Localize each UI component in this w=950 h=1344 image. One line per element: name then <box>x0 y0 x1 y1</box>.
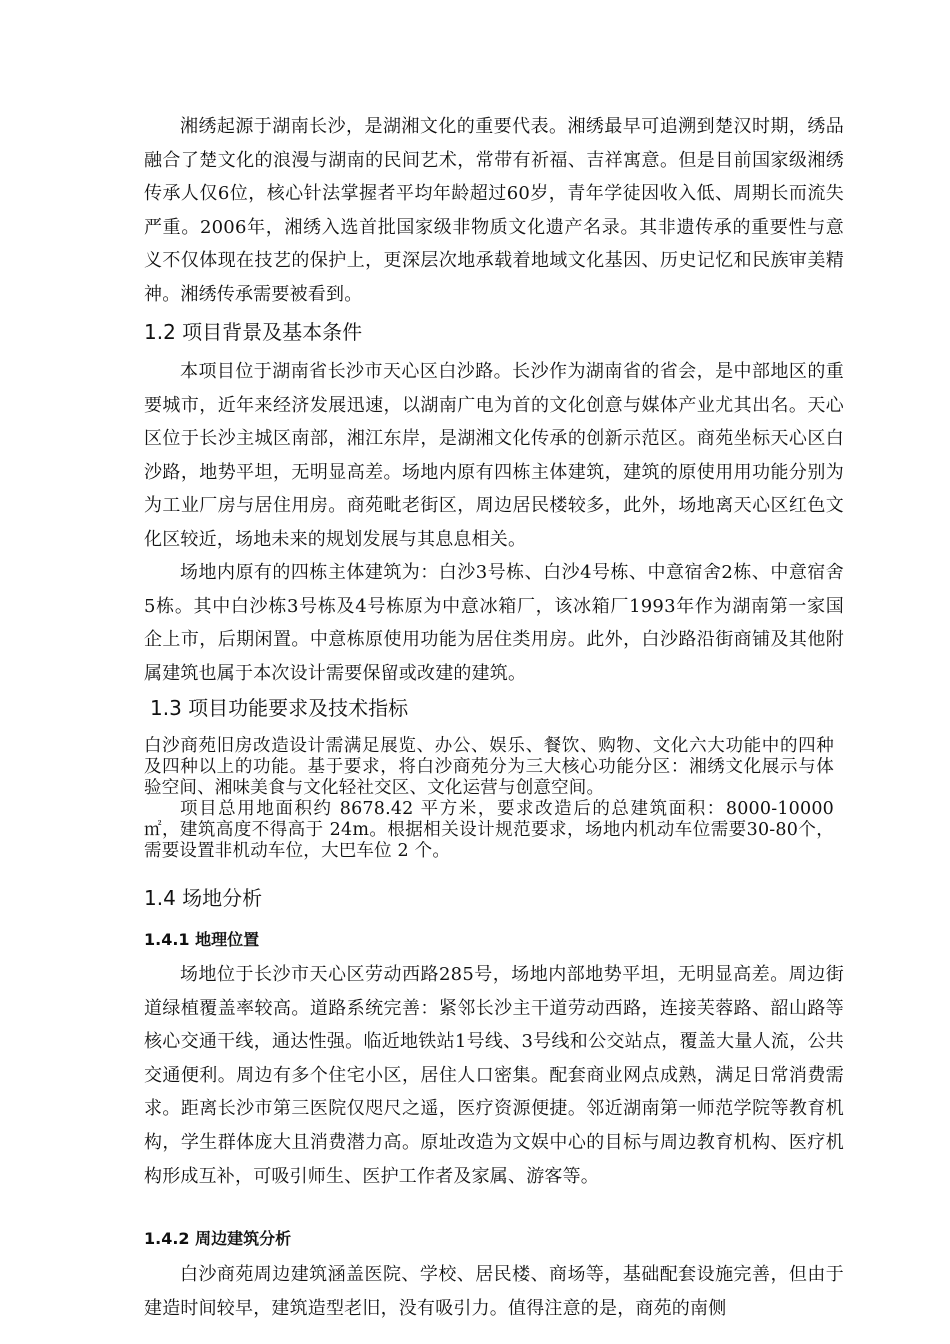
heading-1-2: 1.2 项目背景及基本条件 <box>144 320 363 344</box>
paragraph-surrounding-buildings: 白沙商苑周边建筑涵盖医院、学校、居民楼、商场等，基础配套设施完善，但由于建造时间较早，建筑造型老旧，没有吸引力。值得注意的是，商苑的南侧 <box>144 1264 844 1319</box>
paragraph-function-requirements: 白沙商苑旧房改造设计需满足展览、办公、娱乐、餐饮、购物、文化六大功能中的四种及四种以上的功能。基于要求，将白沙商苑分为三大核心功能分区：湘绣文化展示与体验空间、湘味美食与文化轻社交区、文化运营与创意空间。 <box>144 736 834 798</box>
heading-1-4: 1.4 场地分析 <box>144 886 263 910</box>
heading-1-4-2: 1.4.2 周边建筑分析 <box>144 1229 292 1248</box>
heading-1-3: 1.3 项目功能要求及技术指标 <box>150 696 409 720</box>
paragraph-existing-buildings: 场地内原有的四栋主体建筑为：白沙3号栋、白沙4号栋、中意宿舍2栋、中意宿舍5栋。其中白沙栋3号栋及4号栋原为中意冰箱厂，该冰箱厂1993年作为湖南第一家国企上市，后期闲置。中意栋原使用功能为居住类用房。此外，白沙路沿街商铺及其他附属建筑也属于本次设计需要保留或改建的建筑。 <box>144 562 844 684</box>
paragraph-project-background: 本项目位于湖南省长沙市天心区白沙路。长沙作为湖南省的省会，是中部地区的重要城市，近年来经济发展迅速，以湖南广电为首的文化创意与媒体产业尤其出名。天心区位于长沙主城区南部，湘江东岸，是湖湘文化传承的创新示范区。商苑坐标天心区白沙路，地势平坦，无明显高差。场地内原有四栋主体建筑，建筑的原使用用功能分别为为工业厂房与居住用房。商苑毗老街区，周边居民楼较多，此外，场地离天心区红色文化区较近，场地未来的规划发展与其息息相关。 <box>144 361 844 550</box>
paragraph-xiangxiu-origin: 湘绣起源于湖南长沙，是湖湘文化的重要代表。湘绣最早可追溯到楚汉时期，绣品融合了楚文化的浪漫与湖南的民间艺术，常带有祈福、吉祥寓意。但是目前国家级湘绣传承人仅6位，核心针法掌握者平均年龄超过60岁，青年学徒因收入低、周期长而流失严重。2006年，湘绣入选首批国家级非物质文化遗产名录。其非遗传承的重要性与意义不仅体现在技艺的保护上，更深层次地承载着地域文化基因、历史记忆和民族审美精神。湘绣传承需要被看到。 <box>144 116 844 305</box>
paragraph-geographic-location: 场地位于长沙市天心区劳动西路285号，场地内部地势平坦，无明显高差。周边街道绿植覆盖率较高。道路系统完善：紧邻长沙主干道劳动西路，连接芙蓉路、韶山路等核心交通干线，通达性强。临近地铁站1号线、3号线和公交站点，覆盖大量人流，公共交通便利。周边有多个住宅小区，居住人口密集。配套商业网点成熟，满足日常消费需求。距离长沙市第三医院仅咫尺之遥，医疗资源便捷。邻近湖南第一师范学院等教育机构，学生群体庞大且消费潜力高。原址改造为文娱中心的目标与周边教育机构、医疗机构形成互补，可吸引师生、医护工作者及家属、游客等。 <box>144 964 844 1187</box>
heading-1-4-1: 1.4.1 地理位置 <box>144 930 260 949</box>
paragraph-technical-indicators: 项目总用地面积约 8678.42 平方米，要求改造后的总建筑面积：8000-10000 ㎡，建筑高度不得高于 24m。根据相关设计规范要求，场地内机动车位需要30-80个，需要设置非机动车位，大巴车位 2 个。 <box>144 799 834 861</box>
